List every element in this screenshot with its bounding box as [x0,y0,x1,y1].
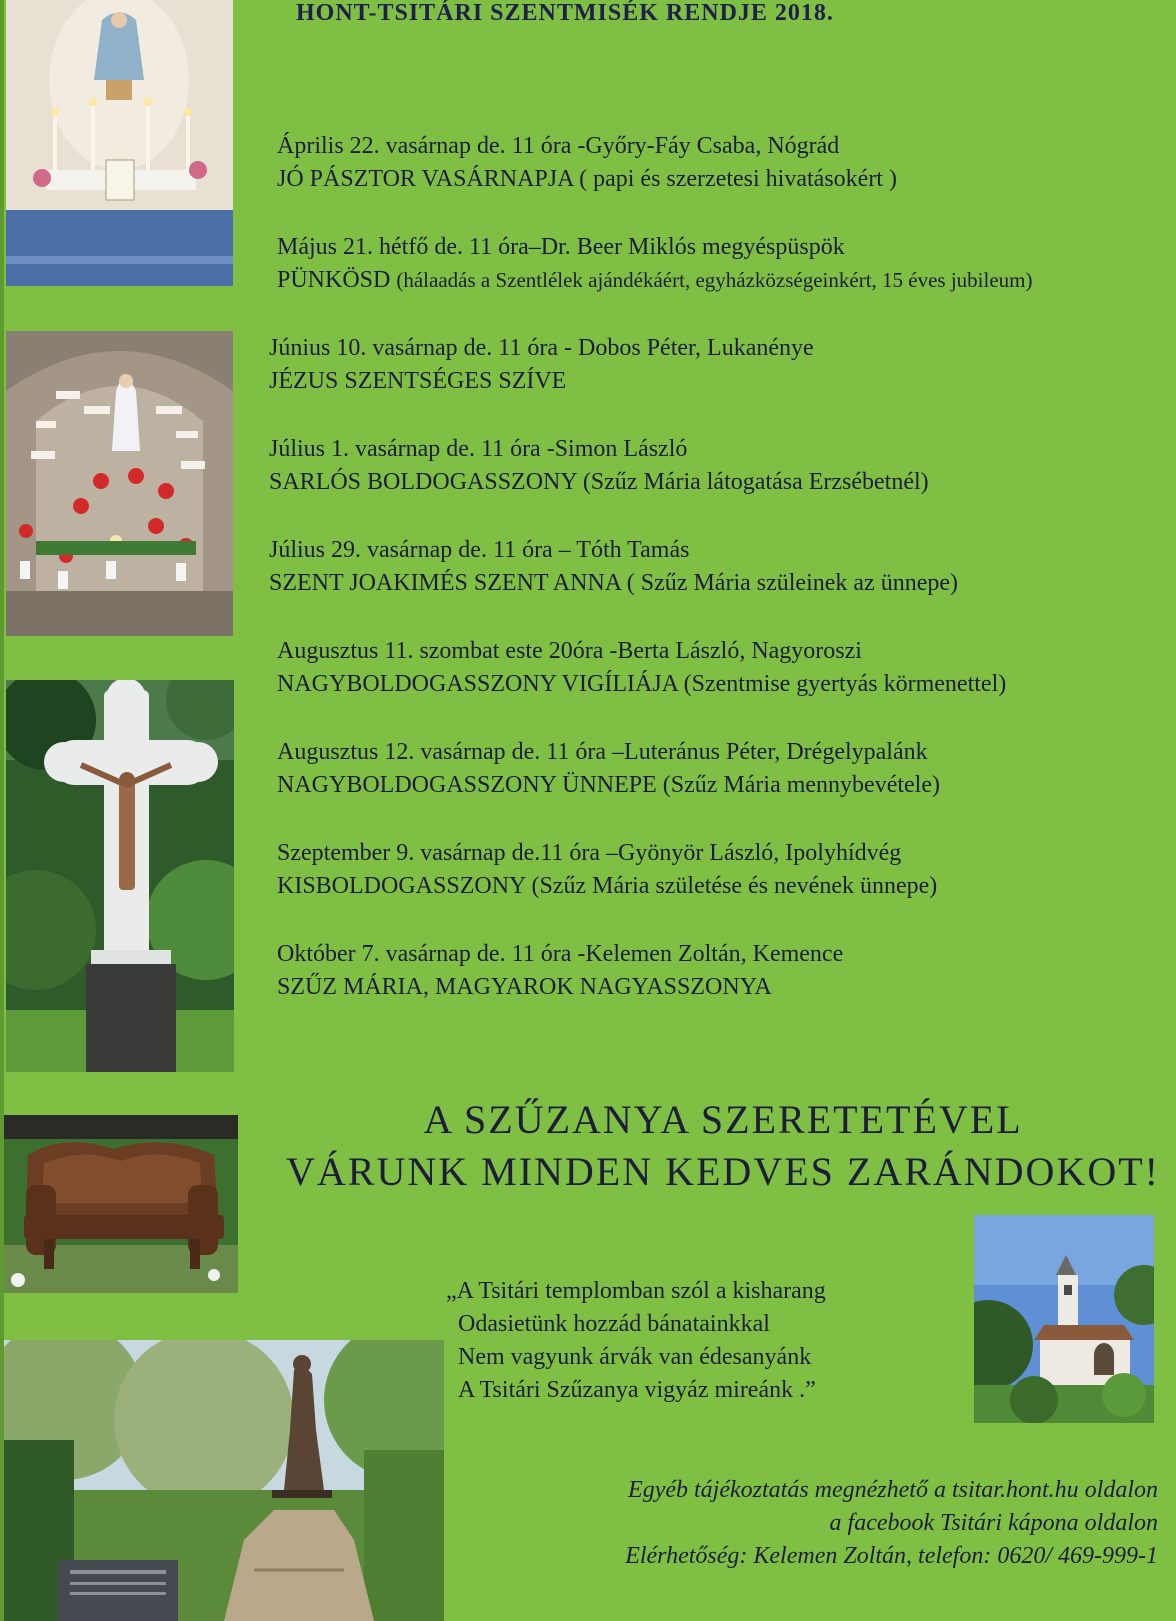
event-date-line: Július 1. vasárnap de. 11 óra -Simon László [269,436,688,462]
event-feast-line: SZENT JOAKIMÉS SZENT ANNA ( Szűz Mária szüleinek az ünnepe) [269,570,958,596]
event-may-21 [277,231,1033,297]
event-feast-line: KISBOLDOGASSZONY (Szűz Mária születése és nevének ünnepe) [277,873,938,899]
info-contact-line: Elérhetőség: Kelemen Zoltán, telefon: 0620/ 469-999-1 [625,1543,1158,1569]
crucifix-photo [6,680,234,1072]
event-date-line: Július 29. vasárnap de. 11 óra – Tóth Tamás [269,537,690,563]
poem-line: „A Tsitári templomban szól a kisharang [446,1278,826,1304]
chapel-photo [974,1215,1154,1423]
poem [446,1275,826,1407]
event-feast-line: JÉZUS SZENTSÉGES SZÍVE [269,368,567,394]
event-august-12 [277,736,940,802]
event-feast-line: NAGYBOLDOGASSZONY VIGÍLIÁJA (Szentmise gyertyás körmenettel) [277,671,1007,697]
event-july-1 [269,433,929,499]
event-date-line: Május 21. hétfő de. 11 óra–Dr. Beer Miklós megyéspüspök [277,234,845,260]
event-feast-line: SARLÓS BOLDOGASSZONY (Szűz Mária látogatása Erzsébetnél) [269,469,929,495]
event-august-11 [277,635,1006,701]
poem-line: A Tsitári Szűzanya vigyáz mireánk .” [458,1377,816,1403]
event-date-line: Augusztus 11. szombat este 20óra -Berta László, Nagyoroszi [277,638,862,664]
event-october-7 [277,938,843,1004]
contact-info [625,1474,1158,1573]
info-website-line: Egyéb tájékoztatás megnézhető a tsitar.hont.hu oldalon [628,1477,1158,1503]
info-facebook-line: a facebook Tsitári kápona oldalon [829,1510,1158,1536]
event-date-line: Augusztus 12. vasárnap de. 11 óra –Luteránus Péter, Drégelypalánk [277,739,928,765]
event-date-line: Június 10. vasárnap de. 11 óra - Dobos Péter, Lukanénye [269,335,814,361]
altar-photo [6,0,233,286]
event-june-10 [269,332,814,398]
event-feast-line: SZŰZ MÁRIA, MAGYAROK NAGYASSZONYA [277,974,772,1000]
slogan-line-1: A SZŰZANYA SZERETETÉVEL [423,1097,1023,1142]
event-feast-line: PÜNKÖSD (hálaadás a Szentlélek ajándékáért, egyházközségeinkért, 15 éves jubileum) [277,267,1033,293]
page-title: HONT-TSITÁRI SZENTMISÉK RENDJE 2018. [296,0,834,26]
event-feast-line: NAGYBOLDOGASSZONY ÜNNEPE (Szűz Mária mennybevétele) [277,772,940,798]
event-september-9 [277,837,937,903]
event-july-29 [269,534,958,600]
bench-photo [4,1115,238,1293]
grotto-photo [6,331,233,636]
poem-line: Nem vagyunk árvák van édesanyánk [458,1344,812,1370]
poem-line: Odasietünk hozzád bánatainkkal [458,1311,770,1337]
event-date-line: Április 22. vasárnap de. 11 óra -Győry-Fáy Csaba, Nógrád [277,133,840,159]
event-april-22 [277,130,897,196]
event-date-line: Szeptember 9. vasárnap de.11 óra –Gyönyör László, Ipolyhídvég [277,840,902,866]
slogan-line-2: VÁRUNK MINDEN KEDVES ZARÁNDOKOT! [286,1149,1160,1194]
statue-photo [4,1340,444,1621]
event-feast-line: JÓ PÁSZTOR VASÁRNAPJA ( papi és szerzetesi hivatásokért ) [277,166,897,192]
event-date-line: Október 7. vasárnap de. 11 óra -Kelemen Zoltán, Kemence [277,941,844,967]
